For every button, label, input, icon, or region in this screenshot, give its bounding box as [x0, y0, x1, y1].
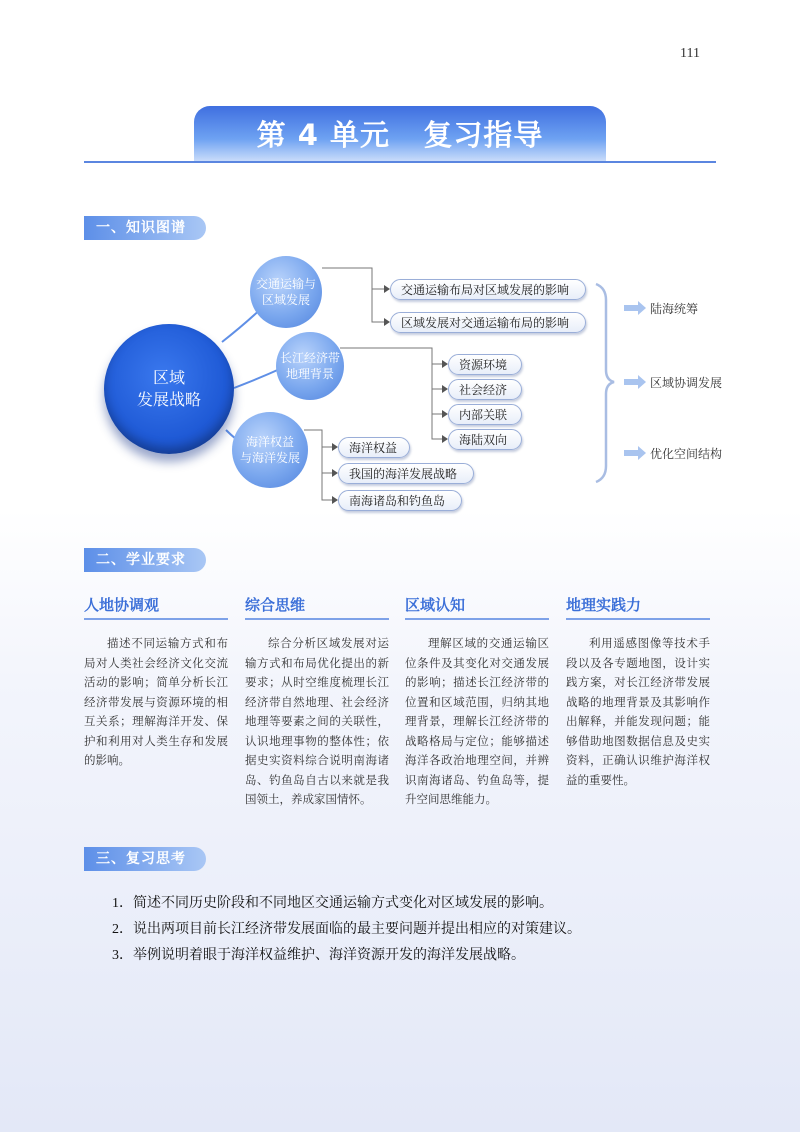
item-maritime-rights: 海洋权益: [338, 437, 410, 458]
result-spatial-optimization: 优化空间结构: [650, 447, 723, 461]
section-tag-knowledge-map: 一、知识图谱: [84, 216, 206, 240]
branch-bubble-transport: [250, 256, 322, 328]
item-regional-development-impact: 区域发展对交通运输布局的影响: [390, 312, 586, 333]
center-node-line1: 区域: [152, 368, 185, 387]
branch-label-line1: 长江经济带: [279, 351, 340, 365]
item-resource-environment: 资源环境: [448, 354, 522, 375]
result-arrow-2: [624, 375, 646, 389]
result-arrow-3: [624, 446, 646, 460]
section-tag-requirements: 二、学业要求: [84, 548, 206, 572]
result-land-sea-coordination: 陆海统筹: [650, 302, 699, 316]
requirement-rule: [245, 618, 389, 620]
requirement-body: 描述不同运输方式和布局对人类社会经济文化交流活动的影响；简单分析长江经济带发展与资源环境的相互关系；理解海洋开发、保护和利用对人类生存和发展的影响。: [84, 636, 228, 767]
right-brace: [596, 284, 614, 482]
item-land-sea: 海陆双向: [448, 429, 522, 450]
result-arrow-1: [624, 301, 646, 315]
review-question-3: 3．举例说明着眼于海洋权益维护、海洋资源开发的海洋发展战略。: [112, 948, 525, 963]
branch-bubble-ocean: [232, 412, 308, 488]
requirement-body: 理解区域的交通运输区位条件及其变化对交通发展的影响；描述长江经济带的位置和区域范围，归纳其地理背景，理解长江经济带的战略格局与定位；能够描述海洋各政治地理空间，并辨识南海诸岛、钓鱼岛等，提升空间思维能力。: [405, 636, 549, 806]
requirement-rule: [405, 618, 549, 620]
requirement-column-geographic-practice: [566, 594, 710, 790]
result-regional-coordination: 区域协调发展: [650, 376, 723, 390]
branch-bubble-yangtze: [276, 332, 344, 400]
requirement-column-regional-cognition: [405, 594, 549, 810]
bracket-branch1: [322, 268, 384, 322]
branch-label-line2: 与海洋发展: [239, 451, 300, 465]
review-question-1: 1．简述不同历史阶段和不同地区交通运输方式变化对区域发展的影响。: [112, 896, 553, 911]
page-title: 第 4 单元 复习指导: [256, 118, 544, 152]
page-number: 111: [680, 46, 700, 61]
branch-label-line2: 地理背景: [285, 367, 334, 381]
connector-center-branch2: [234, 368, 282, 388]
requirement-column-integrated-thinking: [245, 594, 389, 810]
requirement-title: 综合思维: [245, 596, 306, 614]
center-node-regional-strategy: [104, 324, 234, 454]
branch-label-line1: 海洋权益: [245, 435, 294, 449]
bracket-branch3: [304, 430, 332, 500]
review-question-2: 2．说出两项目前长江经济带发展面临的最主要问题并提出相应的对策建议。: [112, 922, 581, 937]
requirement-body: 利用遥感图像等技术手段以及各专题地图，设计实践方案，对长江经济带发展战略的地理背景及其影响作出解释，并能发现问题；能够借助地图数据信息及史实资料，正确认识维护海洋权益的重要性。: [566, 636, 710, 787]
item-south-china-sea-islands: 南海诸岛和钓鱼岛: [338, 490, 462, 511]
requirement-title: 地理实践力: [566, 596, 642, 614]
requirement-rule: [566, 618, 710, 620]
item-transport-layout-impact: 交通运输布局对区域发展的影响: [390, 279, 586, 300]
item-internal-links: 内部关联: [448, 404, 522, 425]
requirement-rule: [84, 618, 228, 620]
section-tag-review: 三、复习思考: [84, 847, 206, 871]
branch-label-line1: 交通运输与: [255, 277, 316, 291]
center-node-line2: 发展战略: [136, 390, 201, 409]
item-social-economy: 社会经济: [448, 379, 522, 400]
requirement-column-human-earth: [84, 594, 228, 771]
branch-label-line2: 区域发展: [261, 293, 310, 307]
requirement-title: 区域认知: [405, 596, 466, 614]
item-maritime-strategy: 我国的海洋发展战略: [338, 463, 474, 484]
requirement-title: 人地协调观: [84, 596, 160, 614]
bracket-branch2: [340, 348, 442, 439]
requirement-body: 综合分析区域发展对运输方式和布局优化提出的新要求；从时空维度梳理长江经济带自然地理、社会经济地理等要素之间的关联性，认识地理事物的整体性；依据史实资料综合说明南海诸岛、钓鱼岛自古以来就是我国领土，养成家国情怀。: [245, 636, 389, 806]
